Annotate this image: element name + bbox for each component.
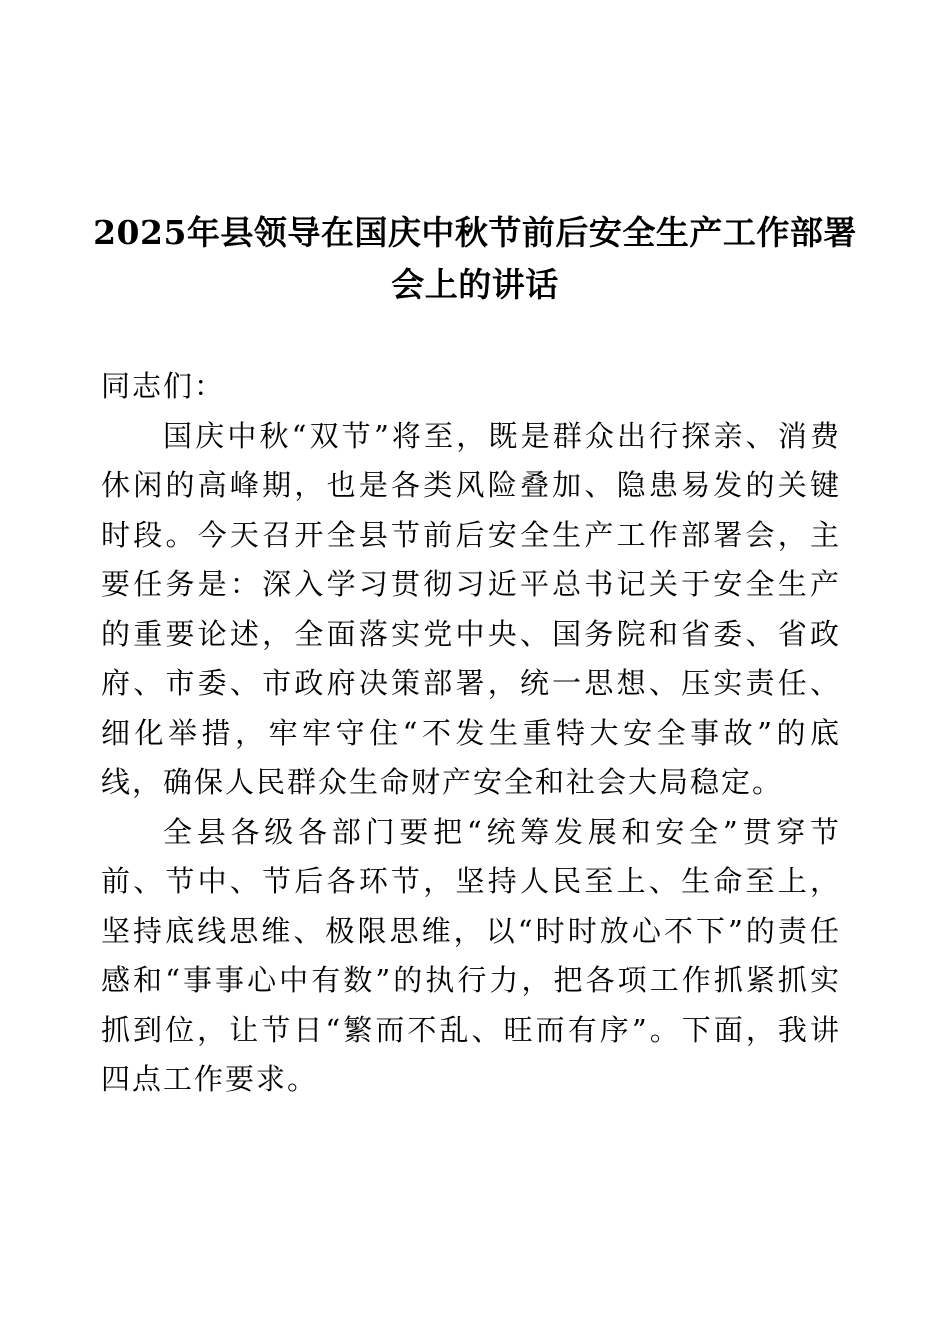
document-body — [101, 362, 841, 1105]
paragraph-2: 全县各级各部门要把“统筹发展和安全”贯穿节前、节中、节后各环节，坚持人民至上、生命至上，坚持底线思维、极限思维，以“时时放心不下”的责任感和“事事心中有数”的执行力，把各项工作抓紧抓实抓到位，让节日“繁而不乱、旺而有序”。下面，我讲四点工作要求。 — [101, 814, 841, 1096]
salutation: 同志们： — [101, 369, 226, 403]
paragraph-1: 国庆中秋“双节”将至，既是群众出行探亲、消费休闲的高峰期，也是各类风险叠加、隐患易发的关键时段。今天召开全县节前后安全生产工作部署会，主要任务是：深入学习贯彻习近平总书记关于安全生产的重要论述，全面落实党中央、国务院和省委、省政府、市委、市政府决策部署，统一思想、压实责任、细化举措，牢牢守住“不发生重特大安全事故”的底线，确保人民群众生命财产安全和社会大局稳定。 — [101, 418, 841, 799]
document-title: 2025年县领导在国庆中秋节前后安全生产工作部署会上的讲话 — [93, 213, 857, 304]
